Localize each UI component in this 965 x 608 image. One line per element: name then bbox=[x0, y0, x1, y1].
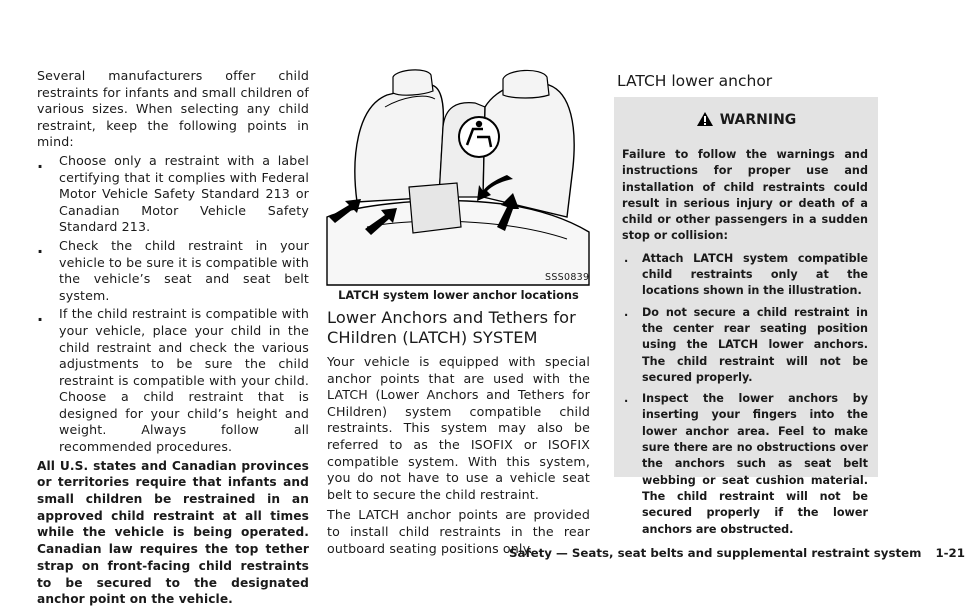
bullet-text: Choose only a restraint with a label certifying that it complies with Federal Motor Vehicle Safety Standard 213 or Canadian Motor Vehicle Safety Standard 213. bbox=[59, 152, 309, 235]
footer-section-title: Safety — Seats, seat belts and supplemental restraint system bbox=[509, 546, 922, 560]
right-column bbox=[614, 72, 878, 536]
page-number: 1-21 bbox=[935, 546, 965, 560]
bullet-dot: . bbox=[624, 251, 629, 265]
warning-title: WARNING bbox=[719, 112, 797, 128]
left-column bbox=[37, 68, 309, 608]
rear-seat-illustration bbox=[327, 67, 590, 285]
bullet-dot: . bbox=[37, 306, 44, 326]
warning-body bbox=[622, 147, 868, 543]
middle-column bbox=[327, 308, 590, 561]
bullet-item bbox=[37, 306, 309, 455]
bullet-dot: . bbox=[624, 305, 629, 319]
bullet-dot: . bbox=[37, 237, 44, 257]
bullet-dot: . bbox=[37, 152, 44, 172]
legal-requirement-paragraph: All U.S. states and Canadian provinces or territories require that infants and small children be restrained in an approved child restraint at all times while the vehicle is being operated. Canadian law requires the top tether strap on front-facing child restraints to be secured to the designated anchor point on the vehicle. bbox=[37, 458, 309, 607]
warning-bullet bbox=[622, 391, 868, 538]
body-paragraph: The LATCH anchor points are provided to install child restraints in the rear outboard seating positions only. bbox=[327, 507, 590, 556]
warning-intro: Failure to follow the warnings and instructions for proper use and installation of child restraints could result in serious injury or death of a child or other passengers in a sudden stop or collision: bbox=[622, 148, 868, 243]
intro-paragraph: Several manufacturers offer child restraints for infants and small children of various sizes. When selecting any child restraint, keep the following points in mind: bbox=[37, 68, 309, 150]
warning-triangle-icon bbox=[696, 111, 714, 131]
body-paragraph: Your vehicle is equipped with special anchor points that are used with the LATCH (Lower Anchors and Tethers for CHildren) system compatible child restraints. This system may also be referred to as the ISOFIX or ISOFIX compatible system. With this system, you do not have to use a vehicle seat belt to secure the child restraint. bbox=[327, 354, 590, 502]
figure-caption: LATCH system lower anchor locations bbox=[338, 288, 579, 302]
page-footer bbox=[509, 546, 965, 560]
bullet-item bbox=[37, 238, 309, 304]
subsection-heading: LATCH lower anchor bbox=[617, 72, 773, 90]
warning-bullet-text: Attach LATCH system compatible child restraints only at the locations shown in the illustration. bbox=[642, 251, 868, 298]
rear-seat-drawing bbox=[327, 67, 590, 285]
warning-bullet bbox=[622, 251, 868, 300]
bullet-text: Check the child restraint in your vehicle to be sure it is compatible with the vehicle’s seat and seat belt system. bbox=[59, 237, 309, 303]
warning-bullet-text: Inspect the lower anchors by inserting your fingers into the lower anchor area. Feel to make sure there are no obstructions over the anchors such as seat belt webbing or seat cushion material. The child restraint will not be secured properly if the lower anchors are obstructed. bbox=[642, 392, 868, 536]
section-heading: Lower Anchors and Tethers for CHildren (LATCH) SYSTEM bbox=[327, 308, 576, 347]
warning-bullet-text: Do not secure a child restraint in the center rear seating position using the LATCH lower anchors. The child restraint will not be secured properly. bbox=[642, 305, 868, 384]
bullet-item bbox=[37, 153, 309, 236]
bullet-dot: . bbox=[624, 392, 629, 406]
figure-code: SSS0839 bbox=[545, 272, 590, 283]
bullet-text: If the child restraint is compatible with your vehicle, place your child in the child restraint and check the various adjustments to be sure the child restraint is compatible with your child. Choose a child restraint that is designed for your child’s height and weight. Always follow all recommended procedures. bbox=[59, 306, 309, 455]
warning-header bbox=[614, 111, 878, 131]
warning-box bbox=[614, 97, 878, 536]
warning-bullet bbox=[622, 305, 868, 386]
